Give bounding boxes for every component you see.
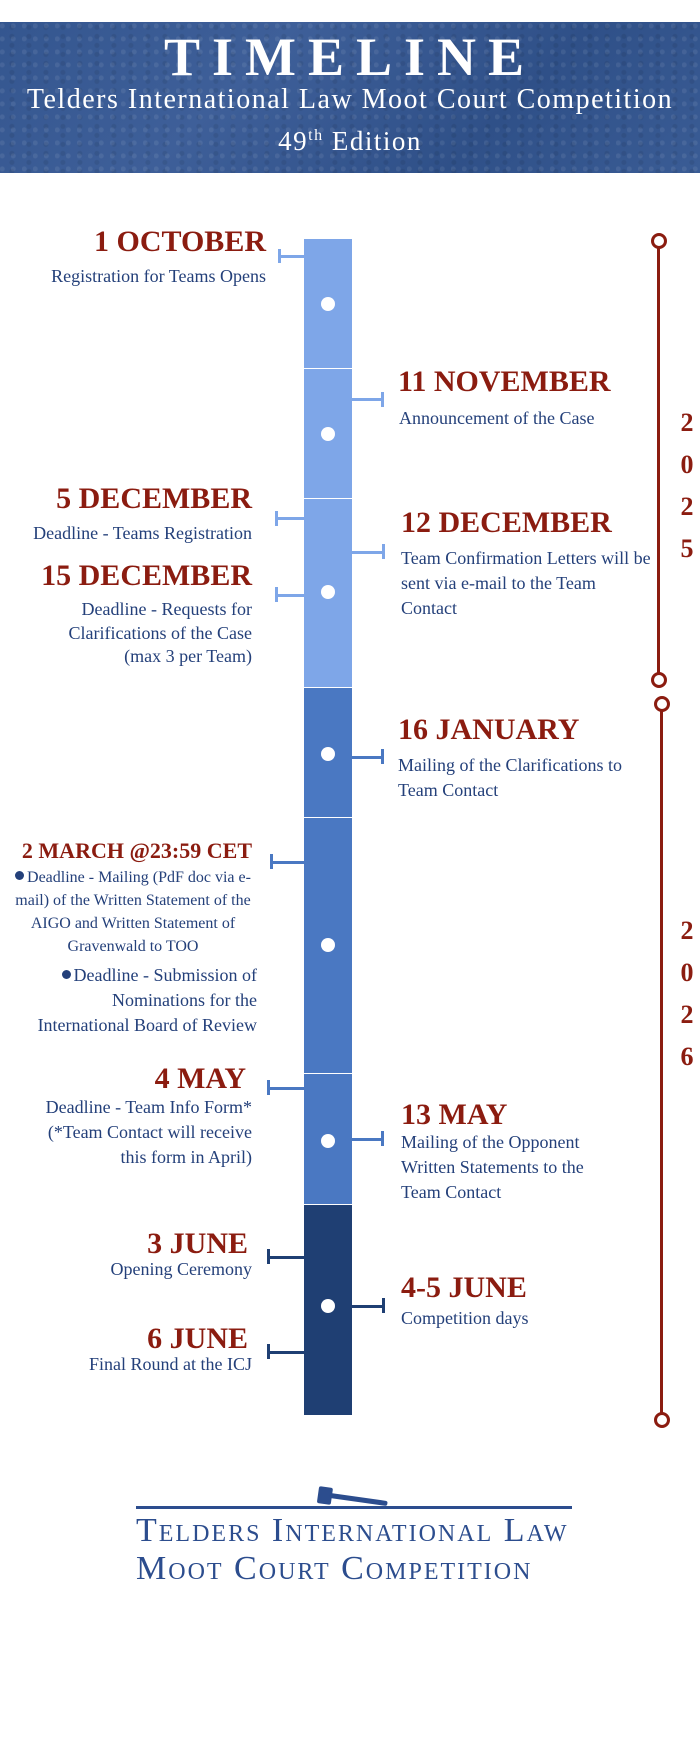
connector-cap [381, 749, 384, 764]
event-date-6-june: 6 JUNE [147, 1322, 248, 1355]
page-title: TIMELINE [163, 27, 537, 87]
connector [352, 756, 382, 759]
event-date-4-may: 4 MAY [154, 1062, 246, 1095]
connector [271, 861, 304, 864]
connector-cap [381, 1131, 384, 1146]
year-label-2026: 2 0 2 6 [680, 916, 694, 1071]
connector [352, 1305, 384, 1308]
event-date-3-june: 3 JUNE [147, 1227, 248, 1260]
connector-cap [270, 854, 273, 869]
footer-title-line-2: Moot Court Competition [136, 1550, 533, 1587]
footer-title-line-1: Telders International Law [136, 1512, 569, 1549]
connector [268, 1351, 304, 1354]
event-date-2-march: 2 MARCH @23:59 CET [21, 838, 252, 863]
connector [276, 517, 304, 520]
connector-cap [381, 392, 384, 407]
year-bar-end [651, 233, 667, 249]
year-bar-2026 [660, 703, 663, 1419]
bullet-icon [62, 970, 71, 979]
event-date-5-december: 5 DECEMBER [56, 482, 252, 515]
timeline-dot [321, 1299, 335, 1313]
year-bar-end [654, 1412, 670, 1428]
event-date-1-october: 1 OCTOBER [94, 225, 266, 258]
event-description: Final Round at the ICJ [89, 1354, 252, 1374]
edition-label: 49th Edition [278, 126, 422, 156]
event-description: Deadline - Team Info Form* (*Team Contact will receive this form in April) [45, 1097, 252, 1167]
connector [352, 551, 384, 554]
timeline-dot [321, 747, 335, 761]
timeline-dot [321, 938, 335, 952]
connector-cap [382, 1298, 385, 1313]
connector [352, 398, 382, 401]
year-bar-2025 [657, 240, 660, 679]
event-description: Team Confirmation Letters will be sent via e-mail to the Team Contact [401, 548, 651, 618]
year-bar-end [654, 696, 670, 712]
footer-divider [136, 1506, 572, 1509]
event-description: Mailing of the Clarifications to Team Contact [398, 755, 622, 800]
connector-cap [267, 1249, 270, 1264]
connector [268, 1256, 304, 1259]
header-banner [0, 22, 700, 173]
connector-cap [275, 587, 278, 602]
event-date-13-may: 13 MAY [401, 1098, 508, 1131]
connector [276, 594, 304, 597]
year-bar-end [651, 672, 667, 688]
connector-cap [267, 1080, 270, 1095]
timeline-dot [321, 427, 335, 441]
event-date-15-december: 15 DECEMBER [41, 559, 252, 592]
gavel-icon [316, 1484, 392, 1508]
event-description: Deadline - Submission of Nominations for the International Board of Review [37, 965, 257, 1035]
event-date-4-5-june: 4-5 JUNE [401, 1271, 527, 1304]
event-date-16-january: 16 JANUARY [398, 713, 580, 746]
connector [268, 1087, 304, 1090]
competition-name: Telders International Law Moot Court Competition [26, 84, 674, 115]
connector [280, 255, 304, 258]
event-description: Deadline - Mailing (PdF doc via e-mail) of the Written Statement of the AIGO and Written Statement of Gravenwald to TOO [15, 869, 251, 955]
event-description: Opening Ceremony [110, 1259, 252, 1279]
connector [352, 1138, 382, 1141]
event-description: Deadline - Requests for Clarifications of the Case (max 3 per Team) [68, 599, 252, 666]
connector-cap [267, 1344, 270, 1359]
connector-cap [275, 511, 278, 526]
timeline-dot [321, 585, 335, 599]
year-label-2025: 2 0 2 5 [680, 408, 694, 563]
event-description: Announcement of the Case [399, 408, 595, 428]
connector-cap [382, 544, 385, 559]
timeline-dot [321, 1134, 335, 1148]
event-description: Competition days [401, 1308, 529, 1328]
event-description: Mailing of the Opponent Written Statements to the Team Contact [401, 1132, 584, 1202]
connector-cap [278, 249, 281, 263]
event-date-11-november: 11 NOVEMBER [398, 365, 611, 398]
bullet-icon [15, 871, 24, 880]
event-description: Registration for Teams Opens [51, 266, 266, 286]
event-date-12-december: 12 DECEMBER [401, 506, 612, 539]
event-description: Deadline - Teams Registration [33, 523, 252, 543]
timeline-dot [321, 297, 335, 311]
